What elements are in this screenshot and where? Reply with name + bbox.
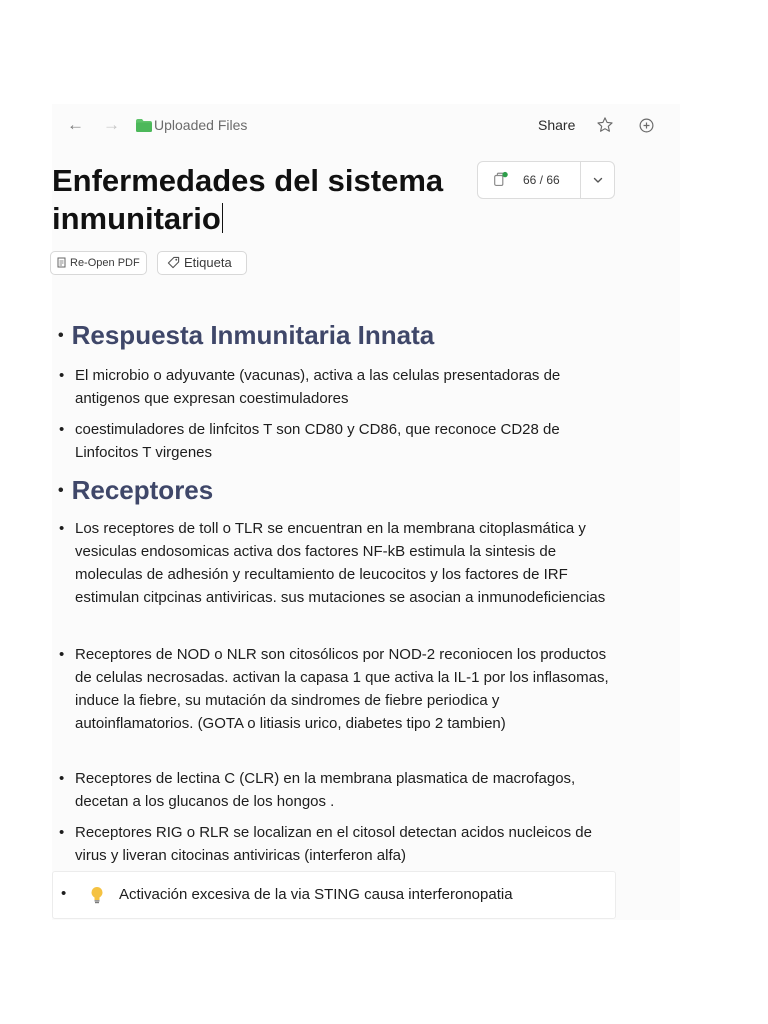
pdf-file-icon: [57, 257, 66, 268]
list-item[interactable]: • coestimuladores de linfcitos T son CD80 y CD86, que reconoce CD28 de Linfocitos T virgenes: [59, 421, 560, 461]
section-heading-innate[interactable]: • Respuesta Inmunitaria Innata: [58, 320, 435, 350]
copy-status-icon: [492, 171, 510, 189]
tag-button[interactable]: [157, 251, 247, 275]
text-cursor: [222, 203, 223, 233]
page-counter[interactable]: [477, 161, 615, 199]
callout-block[interactable]: [52, 871, 616, 919]
back-arrow-icon[interactable]: ←: [67, 115, 84, 134]
page-title[interactable]: Enfermedades del sistema inmunitario: [52, 163, 444, 236]
chevron-down-icon[interactable]: [591, 173, 605, 187]
list-item[interactable]: • Receptores de NOD o NLR son citosólicos por NOD-2 reconiocen los productos de celulas necrosadas. activan la capasa 1 que activa la IL-1 por los inflasomas, induce la fiebre, su mutación da sindromes de fiebre periodica y autoinflamatorios. (GOTA o litiasis urico, diabetes tipo 2 tambien): [59, 646, 609, 732]
lightbulb-icon: [90, 886, 104, 904]
section-heading-receptors[interactable]: • Receptores: [58, 475, 214, 505]
breadcrumb[interactable]: Uploaded Files: [154, 117, 248, 133]
list-item[interactable]: • Receptores RIG o RLR se localizan en el citosol detectan acidos nucleicos de virus y liveran citocinas antiviricas (interferon alfa): [59, 824, 592, 864]
list-item[interactable]: • Receptores de lectina C (CLR) en la membrana plasmatica de macrofagos, decetan a los glucanos de los hongos .: [59, 770, 576, 810]
bullet: •: [61, 885, 67, 902]
tag-icon: [167, 256, 180, 269]
share-button[interactable]: Share: [538, 117, 576, 133]
reopen-pdf-button[interactable]: [50, 251, 147, 275]
divider: [580, 162, 581, 198]
folder-icon: [136, 119, 152, 132]
page-count: 66 / 66: [523, 173, 560, 187]
reopen-pdf-label: Re-Open PDF: [70, 257, 140, 269]
document-panel: [52, 104, 680, 920]
forward-arrow-icon[interactable]: →: [103, 115, 120, 134]
star-icon[interactable]: [596, 116, 614, 134]
add-page-icon[interactable]: [638, 117, 655, 134]
list-item[interactable]: • Los receptores de toll o TLR se encuentran en la membrana citoplasmática y vesiculas endosomicas activa dos factores NF-kB estimula la sintesis de moleculas de adhesión y recultamiento de leucocitos y los factores de IRF estimulan citpcinas antiviricas. sus mutaciones se asocian a inmunodeficiencias: [59, 520, 606, 606]
list-item[interactable]: • El microbio o adyuvante (vacunas), activa a las celulas presentadoras de antigenos que expresan coestimuladores: [59, 367, 561, 407]
callout-text: Activación excesiva de la via STING causa interferonopatia: [119, 886, 513, 903]
top-bar: [52, 104, 680, 146]
tag-label: Etiqueta: [184, 255, 232, 270]
